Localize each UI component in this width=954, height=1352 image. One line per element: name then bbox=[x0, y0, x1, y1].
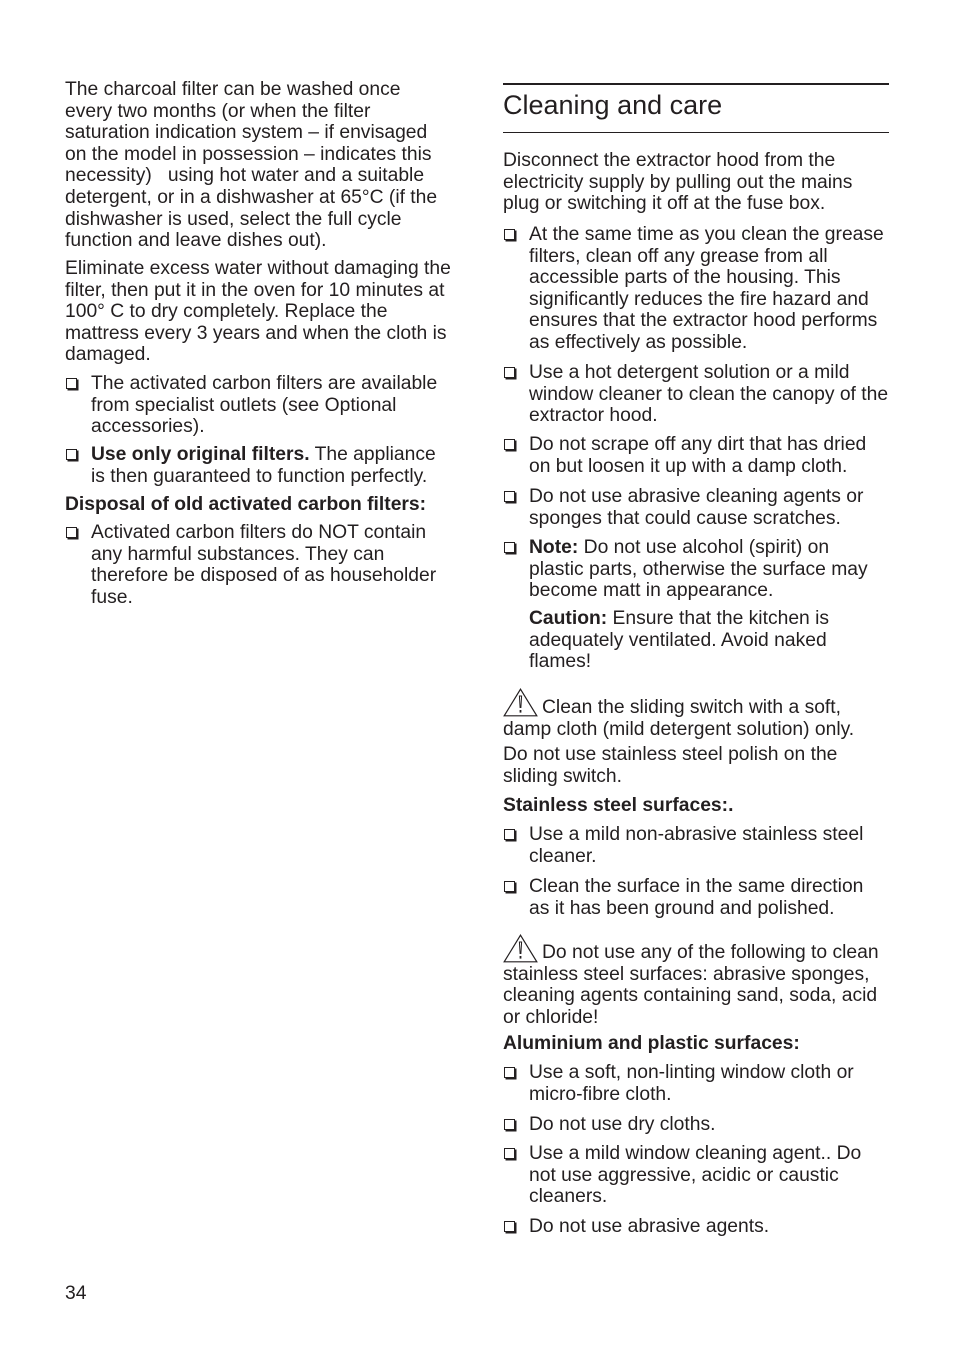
disconnect-paragraph: Disconnect the extractor hood from the electricity supply by pulling out the mains plug or switching it off at the fuse box. bbox=[503, 150, 853, 215]
bullet-item bbox=[503, 362, 888, 427]
disposal-heading: Disposal of old activated carbon filters: bbox=[65, 494, 427, 515]
bullet-text: At the same time as you clean the grease filters, clean off any grease from all accessible parts of the housing. This significantly reduces the fire hazard and ensures that the extractor hood performs as effectively as possible. bbox=[529, 224, 884, 353]
caution-paragraph bbox=[529, 608, 829, 673]
bullet-item bbox=[503, 1143, 861, 1208]
bullet-text bbox=[91, 444, 436, 487]
bullet-item bbox=[65, 522, 436, 608]
bullet-text: Use a mild window cleaning agent.. Do not use aggressive, acidic or caustic cleaners. bbox=[529, 1143, 862, 1208]
checkbox-bullet-icon bbox=[504, 542, 515, 553]
bullet-text: Do not scrape off any dirt that has dried on but loosen it up with a damp cloth. bbox=[529, 434, 867, 477]
page-number: 34 bbox=[65, 1283, 87, 1304]
checkbox-bullet-icon bbox=[504, 1067, 515, 1078]
note-lead: Note: bbox=[529, 537, 579, 558]
checkbox-bullet-icon bbox=[504, 1148, 515, 1159]
stainless-steel-warning: Do not use any of the following to clean stainless steel surfaces: abrasive sponges, cleaning agents containing sand, soda, acid or chloride! bbox=[503, 942, 879, 1028]
checkbox-bullet-icon bbox=[504, 367, 515, 378]
bullet-item bbox=[503, 434, 866, 477]
bullet-item bbox=[503, 824, 863, 867]
section-title: Cleaning and care bbox=[503, 90, 723, 120]
charcoal-filter-washing-paragraph: The charcoal filter can be washed once every two months (or when the filter saturation indication system – if envisaged on the model in possession – indicates this necessity) using hot water and a suitable detergent, or in a dishwasher at 65°C (if the dishwasher is used, select the full cycle function and leave dishes out). bbox=[65, 79, 438, 252]
bullet-item bbox=[65, 373, 437, 438]
stainless-steel-heading: Stainless steel surfaces:. bbox=[503, 795, 734, 816]
sliding-switch-warning: Clean the sliding switch with a soft, damp cloth (mild detergent solution) only. bbox=[503, 697, 855, 740]
checkbox-bullet-icon bbox=[504, 1119, 515, 1130]
note-body: Do not use alcohol (spirit) on plastic parts, otherwise the surface may become matt in appearance. bbox=[529, 537, 868, 602]
bullet-text: Use a mild non-abrasive stainless steel cleaner. bbox=[529, 824, 864, 867]
bullet-lead: Use only original filters. bbox=[91, 444, 310, 465]
bullet-body: The appliance is then guaranteed to function perfectly. bbox=[91, 444, 436, 487]
bullet-text: Do not use dry cloths. bbox=[529, 1114, 716, 1135]
bullet-item bbox=[503, 1062, 854, 1105]
checkbox-bullet-icon bbox=[504, 829, 515, 840]
checkbox-bullet-icon bbox=[504, 1221, 515, 1232]
checkbox-bullet-icon bbox=[504, 229, 515, 240]
checkbox-bullet-icon bbox=[66, 527, 77, 538]
checkbox-bullet-icon bbox=[504, 491, 515, 502]
checkbox-bullet-icon bbox=[66, 449, 77, 460]
caution-lead: Caution: bbox=[529, 608, 608, 629]
bullet-text: Use a hot detergent solution or a mild window cleaner to clean the canopy of the extractor hood. bbox=[529, 362, 889, 427]
bullet-text: Do not use abrasive agents. bbox=[529, 1216, 770, 1237]
bullet-text: The activated carbon filters are available from specialist outlets (see Optional accessories). bbox=[91, 373, 438, 438]
aluminium-plastic-heading: Aluminium and plastic surfaces: bbox=[503, 1033, 800, 1054]
bullet-item bbox=[65, 444, 436, 487]
polish-note-paragraph: Do not use stainless steel polish on the sliding switch. bbox=[503, 744, 838, 787]
caution-body: Ensure that the kitchen is adequately ventilated. Avoid naked flames! bbox=[529, 608, 830, 673]
bullet-text: Activated carbon filters do NOT contain any harmful substances. They can therefore be disposed of as householder fuse. bbox=[91, 522, 437, 608]
bullet-text: Clean the surface in the same direction as it has been ground and polished. bbox=[529, 876, 864, 919]
filter-drying-paragraph: Eliminate excess water without damaging the filter, then put it in the oven for 10 minutes at 100° C to dry completely. Replace the mattress every 3 years and when the cloth is damaged. bbox=[65, 258, 451, 366]
bullet-item bbox=[503, 1114, 715, 1136]
bullet-item bbox=[503, 876, 863, 919]
checkbox-bullet-icon bbox=[504, 881, 515, 892]
bullet-item bbox=[503, 224, 884, 354]
bullet-item bbox=[503, 1216, 769, 1238]
bullet-text: Use a soft, non-linting window cloth or micro-fibre cloth. bbox=[529, 1062, 854, 1105]
title-top-rule bbox=[503, 83, 889, 85]
bullet-text: Do not use abrasive cleaning agents or sponges that could cause scratches. bbox=[529, 486, 864, 529]
bullet-text bbox=[529, 537, 868, 602]
bullet-item bbox=[503, 537, 868, 602]
checkbox-bullet-icon bbox=[504, 439, 515, 450]
checkbox-bullet-icon bbox=[66, 378, 77, 389]
title-bottom-rule bbox=[503, 132, 889, 133]
bullet-item bbox=[503, 486, 863, 529]
